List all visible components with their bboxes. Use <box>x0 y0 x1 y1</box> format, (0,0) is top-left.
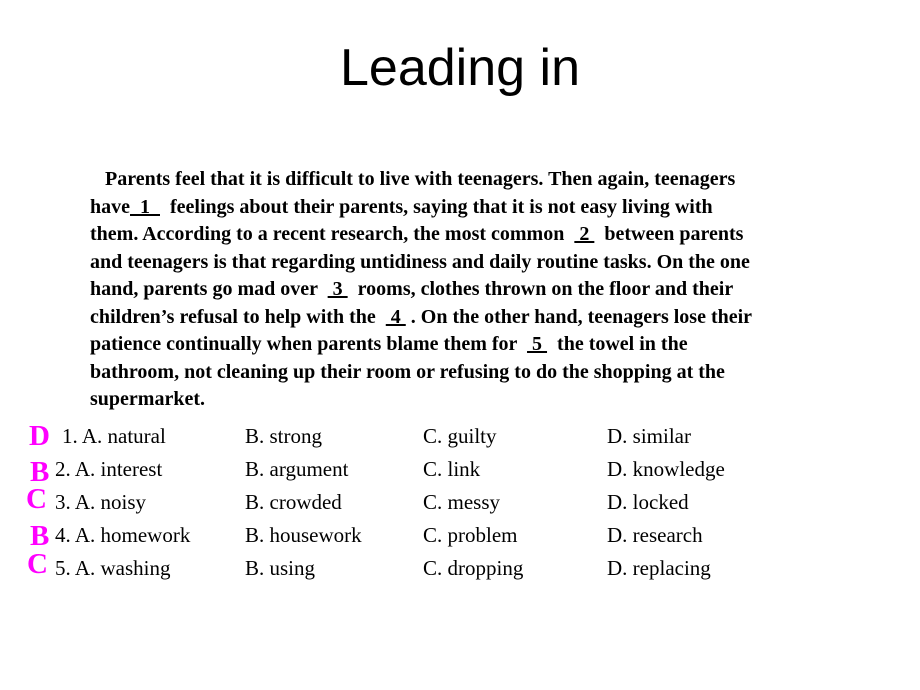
question-row <box>0 519 920 552</box>
option-c: C. link <box>423 457 481 481</box>
question-row <box>0 453 920 486</box>
option-b: B. argument <box>245 457 349 481</box>
option-c: C. problem <box>423 523 518 547</box>
option-a: 3. A. noisy <box>55 490 147 514</box>
passage-line <box>90 359 880 387</box>
option-d: D. research <box>607 523 703 547</box>
passage-line <box>90 386 880 414</box>
option-c: C. messy <box>423 490 501 514</box>
option-a: 2. A. interest <box>55 457 163 481</box>
answer-letter: C <box>26 483 47 515</box>
question-row <box>0 420 920 453</box>
option-d: D. replacing <box>607 556 711 580</box>
answer-letter: D <box>29 420 50 452</box>
passage-line <box>90 194 880 222</box>
option-a: 4. A. homework <box>55 523 191 547</box>
passage-text: bathroom, not cleaning up their room or refusing to do the shopping at the <box>90 360 725 383</box>
passage-text: . On the other hand, teenagers lose their <box>405 305 753 328</box>
option-d: D. knowledge <box>607 457 725 481</box>
question-row <box>0 483 920 519</box>
option-b: B. crowded <box>245 490 342 514</box>
cloze-blank: 5 <box>527 333 548 355</box>
option-b: B. strong <box>245 424 323 448</box>
passage-text: children’s refusal to help with the <box>90 305 386 328</box>
passage-line <box>90 304 880 332</box>
passage-line <box>90 276 880 304</box>
passage-line <box>90 166 880 194</box>
option-d: D. locked <box>607 490 689 514</box>
passage-text: Parents feel that it is difficult to live with teenagers. Then again, teenagers <box>90 168 736 190</box>
option-a: 1. A. natural <box>62 424 166 448</box>
answer-letter: B <box>30 456 50 488</box>
answer-letter: C <box>27 548 48 580</box>
cloze-blank: 3 <box>327 278 348 300</box>
option-c: C. guilty <box>423 424 497 448</box>
passage-line <box>90 331 880 359</box>
option-c: C. dropping <box>423 556 524 580</box>
question-row <box>0 548 920 585</box>
option-b: B. using <box>245 556 316 580</box>
passage-text: supermarket. <box>90 388 205 410</box>
slide-title: Leading in <box>340 39 580 97</box>
passage-line <box>90 249 880 277</box>
cloze-blank: 1 <box>130 195 160 218</box>
passage-text: feelings about their parents, saying that it is not easy living with <box>160 195 713 218</box>
option-d: D. similar <box>607 424 691 448</box>
cloze-blank: 2 <box>574 223 595 245</box>
passage-text: and teenagers is that regarding untidiness and daily routine tasks. On the one <box>90 250 750 273</box>
passage-text: patience continually when parents blame them for <box>90 333 528 355</box>
answer-letter: B <box>30 520 50 552</box>
option-a: 5. A. washing <box>55 556 171 580</box>
passage-text: have <box>90 195 130 218</box>
cloze-blank: 4 <box>385 305 406 328</box>
passage-text: hand, parents go mad over <box>90 278 328 300</box>
passage-line <box>90 221 880 249</box>
passage-text: between parents <box>594 223 744 245</box>
passage-text: the towel in the <box>547 333 688 355</box>
option-b: B. housework <box>245 523 362 547</box>
cloze-passage <box>90 166 880 414</box>
passage-text: rooms, clothes thrown on the floor and their <box>347 278 734 300</box>
passage-text: them. According to a recent research, the most common <box>90 223 575 245</box>
